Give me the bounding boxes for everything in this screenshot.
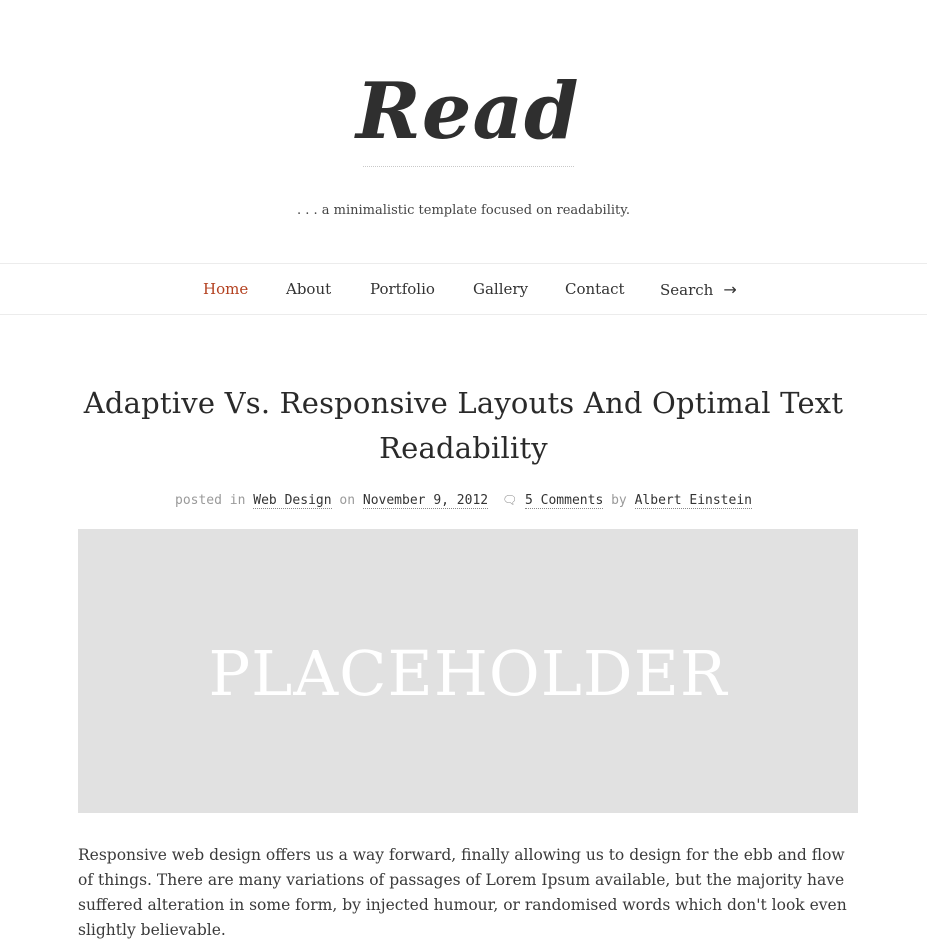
- logo-divider: [363, 166, 574, 167]
- site-logo[interactable]: Read: [356, 66, 580, 157]
- search-label: Search: [660, 281, 714, 299]
- meta-date-link[interactable]: November 9, 2012: [362, 493, 489, 508]
- post-body: Responsive web design offers us a way forward, finally allowing us to design for the ebb and flow of things. There are many variations of passages of Lorem Ipsum available, but the majority have suffered alteration in some form, by injected humour, or randomised words which don't look even slightly believable.: [78, 846, 847, 939]
- post-meta: [0, 493, 927, 508]
- nav-search-button[interactable]: [660, 280, 737, 299]
- site-header: [0, 0, 927, 263]
- arrow-right-icon: →: [723, 280, 737, 299]
- nav-item-contact[interactable]: Contact: [565, 280, 625, 298]
- nav-item-about[interactable]: About: [286, 280, 332, 298]
- nav-item-gallery[interactable]: Gallery: [473, 280, 529, 298]
- meta-comments-link[interactable]: 5 Comments: [525, 493, 604, 508]
- nav-item-portfolio[interactable]: Portfolio: [370, 280, 435, 298]
- main-navigation: [0, 263, 927, 315]
- meta-posted-in: posted in: [175, 493, 246, 508]
- meta-author-link[interactable]: Albert Einstein: [634, 493, 752, 508]
- nav-item-home[interactable]: Home: [203, 280, 249, 298]
- meta-on: on: [339, 493, 356, 508]
- site-tagline: . . . a minimalistic template focused on readability.: [296, 203, 631, 218]
- featured-image: [78, 529, 858, 813]
- meta-category-link[interactable]: Web Design: [253, 493, 332, 508]
- post-title[interactable]: Adaptive Vs. Responsive Layouts And Optimal Text Readability: [83, 386, 844, 465]
- featured-image-placeholder-text: PLACEHOLDER: [208, 637, 728, 710]
- comment-bubble-icon: 🗨: [501, 493, 518, 507]
- meta-by: by: [611, 493, 627, 508]
